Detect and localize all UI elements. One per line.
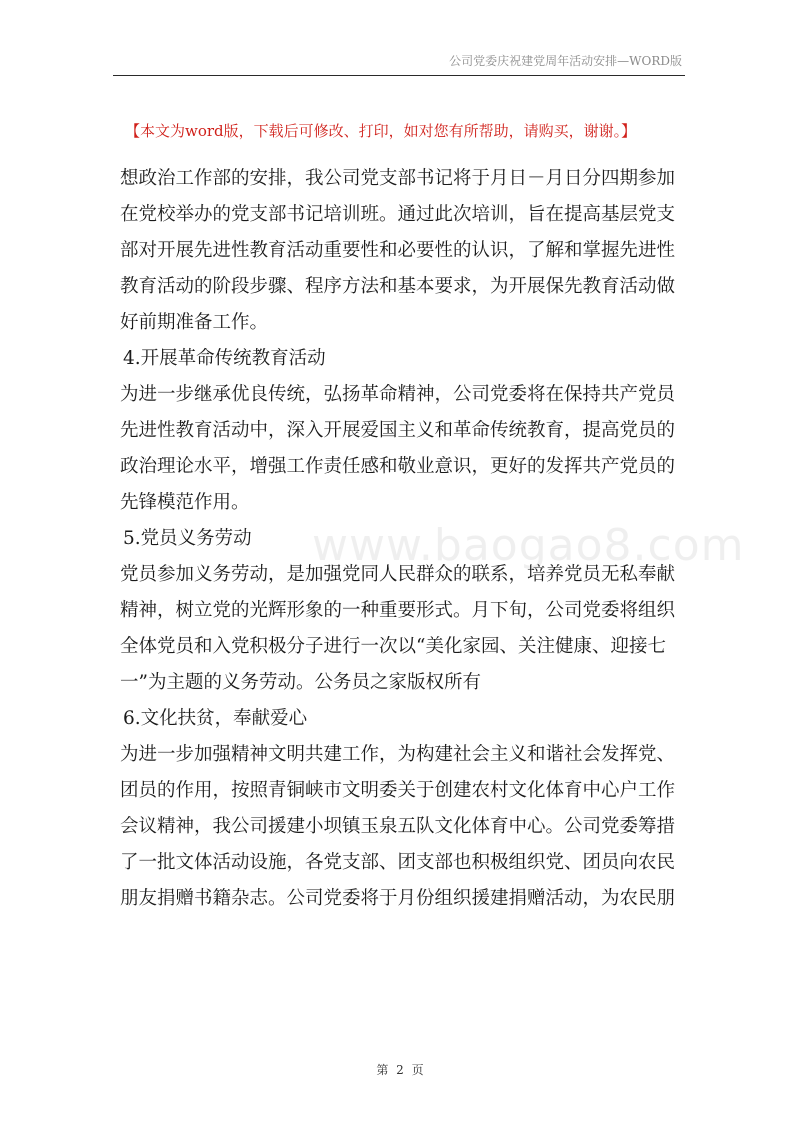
body-line: 为进一步加强精神文明共建工作，为构建社会主义和谐社会发挥党、 [120, 744, 676, 765]
download-notice: 【本文为word版，下载后可修改、打印，如对您有所帮助，请购买，谢谢。】 [125, 122, 637, 140]
body-line: 政治理论水平，增强工作责任感和敬业意识，更好的发挥共产党员的 [120, 456, 676, 477]
document-header-title: 公司党委庆祝建党周年活动安排—WORD版 [449, 54, 682, 68]
body-line: 部对开展先进性教育活动重要性和必要性的认识，了解和掌握先进性 [120, 240, 676, 261]
body-line: 先锋模范作用。 [120, 492, 250, 513]
body-line: 想政治工作部的安排，我公司党支部书记将于月日－月日分四期参加 [120, 168, 676, 189]
body-line: 好前期准备工作。 [120, 312, 269, 333]
site-watermark: www.baogao8.com [312, 520, 745, 571]
body-line: 朋友捐赠书籍杂志。公司党委将于月份组织援建捐赠活动，为农民朋 [120, 888, 676, 909]
section-heading: 4.开展革命传统教育活动 [123, 348, 326, 369]
body-line: 为进一步继承优良传统，弘扬革命精神，公司党委将在保持共产党员 [120, 384, 676, 405]
body-line: 一”为主题的义务劳动。公务员之家版权所有 [120, 672, 481, 693]
body-line: 全体党员和入党积极分子进行一次以“美化家园、关注健康、迎接七 [120, 636, 666, 657]
body-line: 先进性教育活动中，深入开展爱国主义和革命传统教育，提高党员的 [120, 420, 676, 441]
body-line: 了一批文体活动设施，各党支部、团支部也积极组织党、团员向农民 [120, 852, 676, 873]
section-heading: 6.文化扶贫，奉献爱心 [123, 708, 308, 729]
section-heading: 5.党员义务劳动 [123, 528, 252, 549]
body-line: 团员的作用，按照青铜峡市文明委关于创建农村文化体育中心户工作 [120, 780, 676, 801]
page-number-prefix: 第 [376, 1063, 389, 1077]
page-number-suffix: 页 [411, 1063, 424, 1077]
body-line: 教育活动的阶段步骤、程序方法和基本要求，为开展保先教育活动做 [120, 276, 676, 297]
header-divider [113, 75, 685, 76]
document-body [120, 161, 686, 917]
page-footer [0, 1061, 800, 1078]
page-number: 2 [396, 1063, 404, 1077]
body-line: 精神，树立党的光辉形象的一种重要形式。月下旬，公司党委将组织 [120, 600, 676, 621]
body-line: 在党校举办的党支部书记培训班。通过此次培训，旨在提高基层党支 [120, 204, 676, 225]
body-line: 党员参加义务劳动，是加强党同人民群众的联系，培养党员无私奉献 [120, 564, 676, 585]
body-line: 会议精神，我公司援建小坝镇玉泉五队文化体育中心。公司党委筹措 [120, 816, 676, 837]
